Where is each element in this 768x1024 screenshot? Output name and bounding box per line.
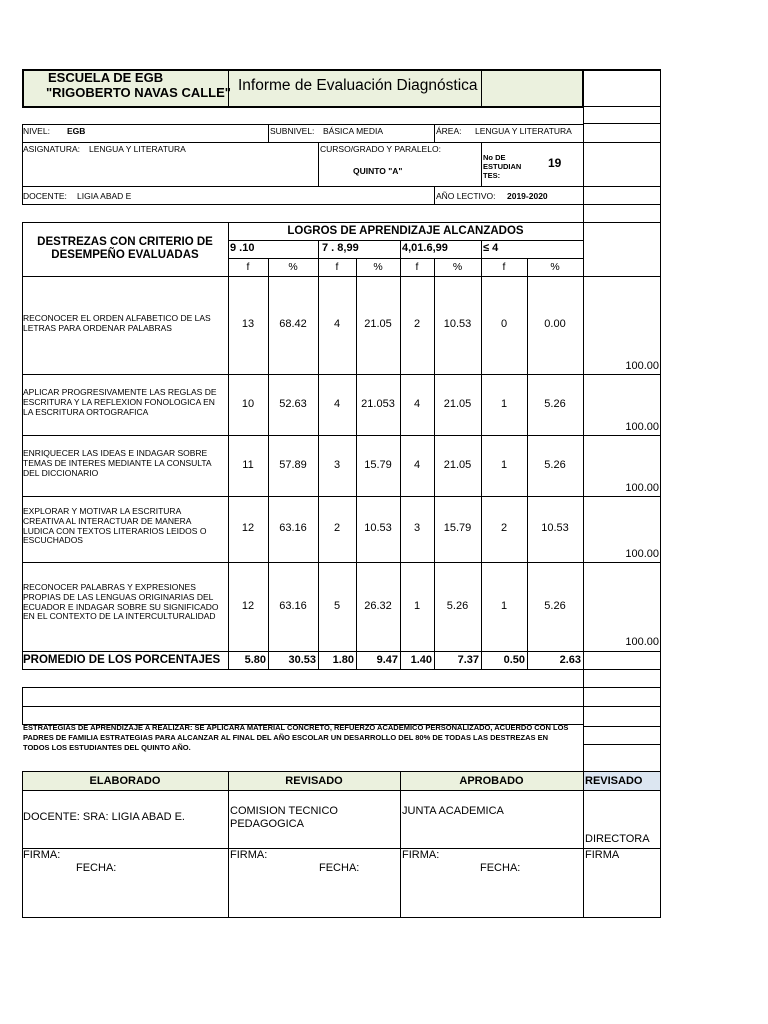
elaborado-name: DOCENTE: SRA: LIGIA ABAD E. xyxy=(23,811,185,823)
table-cell: 5 xyxy=(333,600,341,612)
row-total: 100.00 xyxy=(625,482,659,494)
table-cell: 10.53 xyxy=(364,522,392,534)
subnivel-value: BÁSICA MEDIA xyxy=(323,126,383,136)
row-total: 100.00 xyxy=(625,421,659,433)
strategies-text: ESTRATEGIAS DE APRENDIZAJE A REALIZAR: SE APLICARA MATERIAL CONCRETO, REFUERZO ACADEMICO PERSONALIZADO, ACUERDO CON LOS PADRES DE FAMILIA ESTRATEGIAS PARA ALCANZAR AL FINAL DEL AÑO ESCOLAR UN DESARROLLO DEL 80% DE TODAS LAS DESTREZAS EN TODOS LOS ESTUDIANTES DEL QUINTO AÑO. xyxy=(23,723,569,752)
table-cell: 4 xyxy=(333,398,341,410)
estudiantes-value: 19 xyxy=(548,156,562,170)
destrezas-header-line-1: DESTREZAS CON CRITERIO DE xyxy=(37,236,213,248)
table-cell: 5.26 xyxy=(544,600,566,612)
table-cell: 63.16 xyxy=(279,600,307,612)
average-cell: 9.47 xyxy=(376,654,398,666)
table-cell: 12 xyxy=(241,522,255,534)
destrezas-header xyxy=(22,236,228,262)
estudiantes-label xyxy=(483,153,521,180)
table-cell: 21.05 xyxy=(443,459,472,471)
school-line-1: ESCUELA DE EGB xyxy=(48,70,164,85)
fecha-label: FECHA: xyxy=(76,862,117,874)
table-cell: 2 xyxy=(333,522,341,534)
fecha-label: FECHA: xyxy=(319,862,360,874)
range-1: 9 .10 xyxy=(230,242,255,254)
docente-label: DOCENTE: xyxy=(23,191,67,201)
area-label: ÁREA: xyxy=(436,126,462,136)
table-cell: 11 xyxy=(242,459,254,471)
sub-pct-4: % xyxy=(550,261,560,273)
average-cell: 30.53 xyxy=(288,654,316,666)
table-row-destreza: APLICAR PROGRESIVAMENTE LAS REGLAS DE ESCRITURA Y LA REFLEXION FONOLOGICA EN LA ESCRITURA ORTOGRAFICA xyxy=(23,387,217,417)
table-cell: 57.89 xyxy=(279,459,307,471)
nivel-value: EGB xyxy=(67,126,86,136)
sub-f-1: f xyxy=(246,261,250,273)
average-cell: 2.63 xyxy=(559,654,581,666)
sub-f-2: f xyxy=(335,261,339,273)
table-cell: 1 xyxy=(500,398,508,410)
elaborado-header: ELABORADO xyxy=(89,775,161,787)
aprobado-header: APROBADO xyxy=(459,775,524,787)
table-cell: 21.05 xyxy=(364,318,392,330)
revisado2-name: DIRECTORA xyxy=(585,833,650,845)
revisado-name xyxy=(230,805,338,830)
anio-label: AÑO LECTIVO: xyxy=(436,191,496,201)
estudiantes-label-3: TES: xyxy=(483,171,501,180)
table-cell: 3 xyxy=(413,522,421,534)
table-cell: 21.053 xyxy=(361,398,395,410)
fecha-label: FECHA: xyxy=(480,862,521,874)
table-cell: 5.26 xyxy=(544,398,566,410)
revisado-name-line-1: COMISION TECNICO xyxy=(230,805,338,817)
table-row-destreza: ENRIQUECER LAS IDEAS E INDAGAR SOBRE TEMAS DE INTERES MEDIANTE LA CONSULTA DEL DICCIONARIO xyxy=(23,448,212,478)
table-cell: 10.53 xyxy=(443,318,472,330)
table-cell: 63.16 xyxy=(279,522,307,534)
table-cell: 15.79 xyxy=(364,459,392,471)
sub-pct-1: % xyxy=(288,261,298,273)
table-cell: 26.32 xyxy=(364,600,392,612)
sub-f-4: f xyxy=(502,261,506,273)
sub-f-3: f xyxy=(415,261,419,273)
table-cell: 10.53 xyxy=(541,522,569,534)
row-total: 100.00 xyxy=(625,636,659,648)
table-cell: 2 xyxy=(413,318,421,330)
logros-header: LOGROS DE APRENDIZAJE ALCANZADOS xyxy=(287,225,524,237)
table-cell: 2 xyxy=(500,522,508,534)
table-cell: 1 xyxy=(500,459,508,471)
firma-label: FIRMA: xyxy=(23,849,61,861)
table-cell: 0 xyxy=(500,318,508,330)
revisado-name-line-2: PEDAGOGICA xyxy=(230,817,304,830)
table-cell: 12 xyxy=(241,600,255,612)
firma-label: FIRMA: xyxy=(230,849,268,861)
curso-label: CURSO/GRADO Y PARALELO: xyxy=(320,144,441,154)
sub-pct-3: % xyxy=(452,261,463,273)
table-cell: 4 xyxy=(333,318,341,330)
average-cell: 1.40 xyxy=(410,654,432,666)
range-3: 4,01.6,99 xyxy=(402,242,448,254)
table-cell: 0.00 xyxy=(544,318,566,330)
table-row-destreza: RECONOCER PALABRAS Y EXPRESIONES PROPIAS DE LAS LENGUAS ORIGINARIAS DEL ECUADOR E INDAGAR SOBRE SU SIGNIFICADO EN EL CONTEXTO DE LA INTERCULTURALIDAD xyxy=(23,582,219,622)
docente-value: LIGIA ABAD E xyxy=(77,191,132,201)
curso-value: QUINTO "A" xyxy=(353,166,403,176)
average-cell: 7.37 xyxy=(457,654,479,666)
range-2: 7 . 8,99 xyxy=(322,242,359,254)
average-cell: 0.50 xyxy=(503,654,525,666)
table-cell: 68.42 xyxy=(279,318,307,330)
report-title: Informe de Evaluación Diagnóstica xyxy=(238,77,478,94)
table-cell: 4 xyxy=(413,459,421,471)
table-cell: 1 xyxy=(500,600,508,612)
estudiantes-label-1: No DE xyxy=(483,153,506,162)
table-cell: 10 xyxy=(241,398,255,410)
sub-pct-2: % xyxy=(373,261,383,273)
revisado-header: REVISADO xyxy=(285,775,343,787)
table-cell: 21.05 xyxy=(443,398,472,410)
area-value: LENGUA Y LITERATURA xyxy=(475,126,572,136)
firma-label: FIRMA: xyxy=(402,849,440,861)
table-row-destreza: EXPLORAR Y MOTIVAR LA ESCRITURA CREATIVA AL INTERACTUAR DE MANERA LUDICA CON TEXTOS LITERARIOS LEIDOS O ESCUCHADOS xyxy=(23,506,207,546)
average-cell: 5.80 xyxy=(244,654,266,666)
subnivel-label: SUBNIVEL: xyxy=(270,126,315,136)
revisado2-header: REVISADO xyxy=(585,775,643,787)
school-line-2: "RIGOBERTO NAVAS CALLE" xyxy=(46,84,231,100)
anio-value: 2019-2020 xyxy=(507,191,548,201)
asignatura-label: ASIGNATURA: xyxy=(23,144,80,154)
row-total: 100.00 xyxy=(625,360,659,372)
school-name xyxy=(46,71,231,101)
aprobado-name: JUNTA ACADEMICA xyxy=(402,805,504,817)
nivel-label: NIVEL: xyxy=(23,126,50,136)
table-row-destreza: RECONOCER EL ORDEN ALFABETICO DE LAS LETRAS PARA ORDENAR PALABRAS xyxy=(23,313,211,333)
average-cell: 1.80 xyxy=(332,654,354,666)
range-4: ≤ 4 xyxy=(483,242,499,254)
estudiantes-label-2: ESTUDIAN xyxy=(483,162,522,171)
table-cell: 52.63 xyxy=(279,398,307,410)
average-label: PROMEDIO DE LOS PORCENTAJES xyxy=(23,654,221,666)
table-cell: 1 xyxy=(413,600,421,612)
table-cell: 4 xyxy=(413,398,421,410)
table-cell: 15.79 xyxy=(443,522,472,534)
table-cell: 13 xyxy=(241,318,255,330)
table-cell: 3 xyxy=(333,459,341,471)
asignatura-value: LENGUA Y LITERATURA xyxy=(89,144,186,154)
table-cell: 5.26 xyxy=(544,459,566,471)
table-cell: 5.26 xyxy=(446,600,469,612)
firma-label-directora: FIRMA xyxy=(585,849,620,861)
destrezas-header-line-2: DESEMPEÑO EVALUADAS xyxy=(51,249,199,262)
row-total: 100.00 xyxy=(625,548,659,560)
